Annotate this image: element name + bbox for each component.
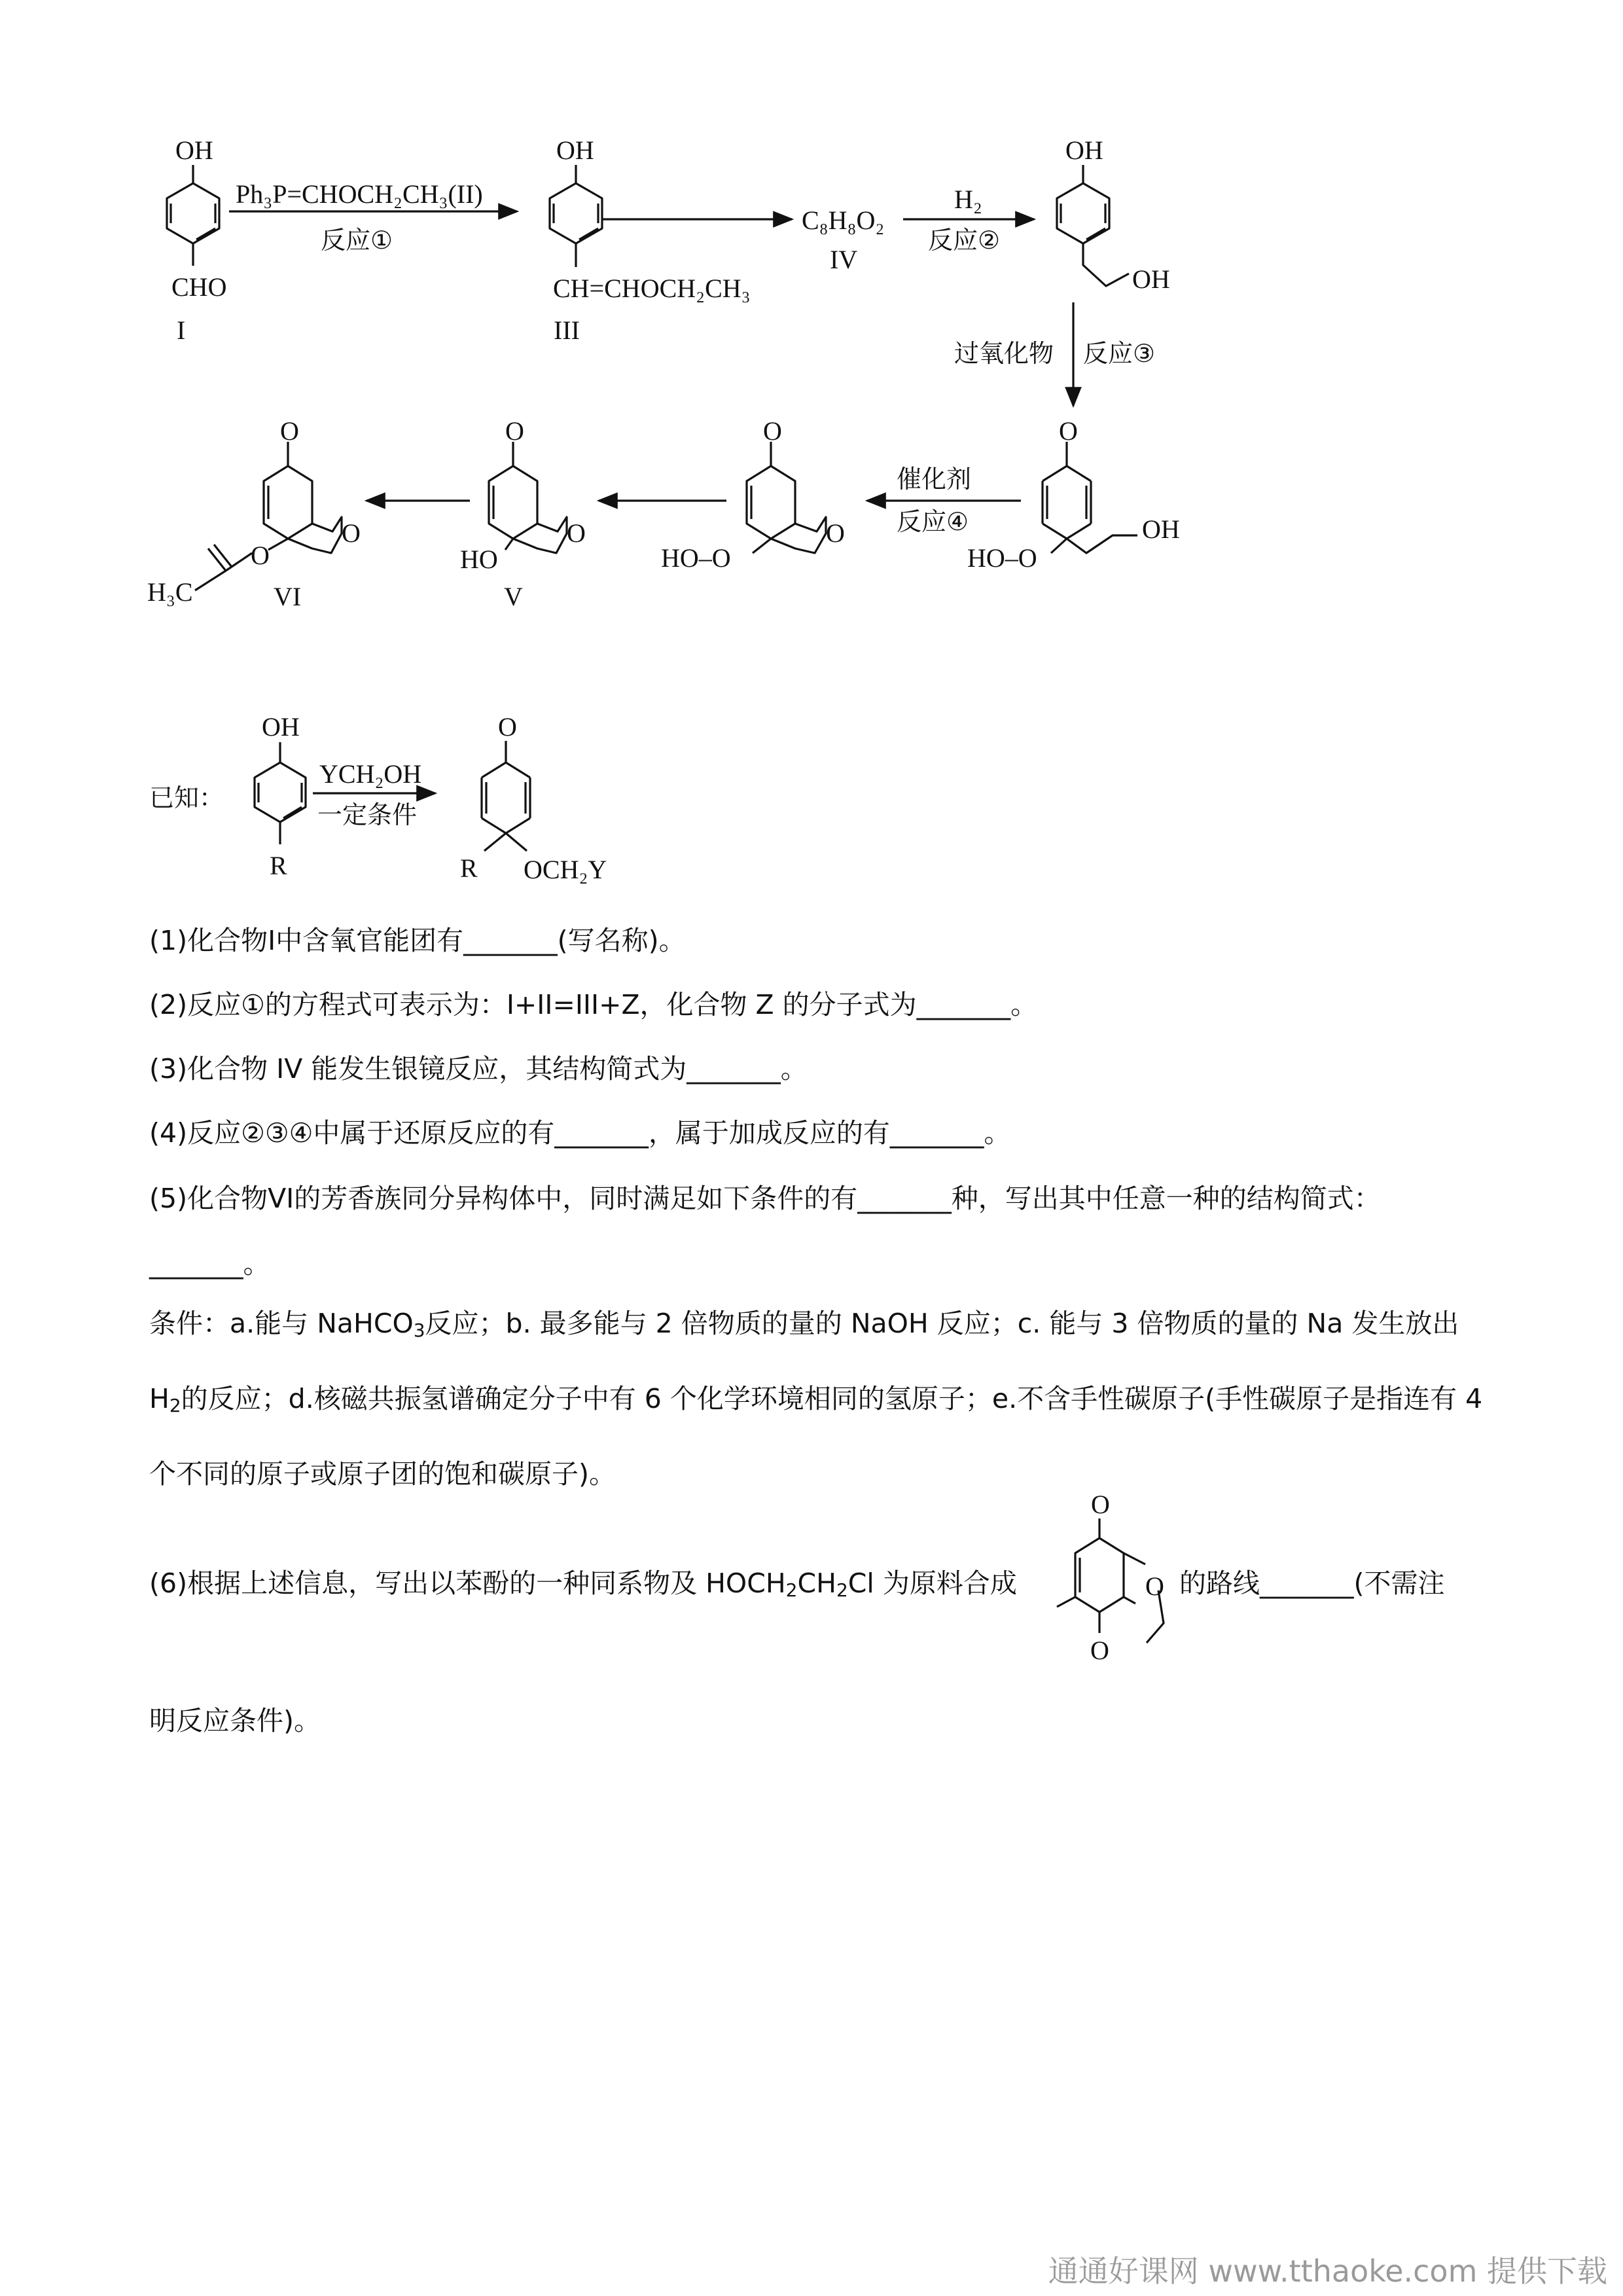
compound-VI-methyl: H₃C — [147, 577, 193, 607]
arrow-3-label: 反应③ — [1083, 339, 1156, 368]
arrow-3-reagent: 过氧化物 — [954, 339, 1054, 368]
q6-pre: (6)根据上述信息，写出以苯酚的一种同系物及 HOCH — [149, 1568, 786, 1599]
known-product-och2y: OCH₂Y — [524, 855, 607, 884]
arrow-reaction-1 — [229, 179, 517, 255]
arrow-2-label: 反应② — [928, 226, 1001, 255]
peroxide-dienone-o: O — [1059, 416, 1078, 446]
bicyclic-peroxide-hooh: HO–O — [661, 543, 731, 573]
q6-target-structure — [1057, 1490, 1164, 1665]
arrow-reaction-3 — [954, 302, 1155, 406]
arrow-2-reagent: H₂ — [954, 185, 982, 214]
peroxide-dienone-oh: OH — [1142, 514, 1180, 544]
question-6-end: 明反应条件)。 — [149, 1705, 321, 1736]
compound-I — [167, 135, 226, 345]
arrow-reaction-4 — [867, 465, 1021, 536]
compound-III-chain: CH=CHOCH₂CH₃ — [553, 274, 751, 303]
known-reactant-oh: OH — [262, 712, 300, 742]
known-condition: 一定条件 — [317, 800, 418, 829]
known-reactant-r: R — [270, 851, 287, 880]
compound-III-id: III — [554, 315, 580, 345]
compound-VI — [147, 416, 361, 611]
cond-b: 反应；b. 最多能与 2 倍物质的量的 NaOH 反应；c. 能与 3 倍物质的量的 Na 发生放出 — [425, 1308, 1459, 1339]
arrow-1-label: 反应① — [321, 226, 393, 255]
cond-a-sub: 3 — [413, 1319, 425, 1341]
compound-VI-ring-o: O — [342, 518, 361, 548]
question-5: (5)化合物VI的芳香族同分异构体中，同时满足如下条件的有_______种，写出其中任意一种的结构简式： — [149, 1183, 1381, 1214]
cond-h-sub: 2 — [169, 1395, 181, 1416]
compound-alcohol-oh-side: OH — [1132, 264, 1170, 294]
q6-target-ring-o2: O — [1090, 1636, 1109, 1665]
compound-IV-id: IV — [830, 245, 858, 274]
known-reaction — [149, 712, 607, 884]
compound-III-oh: OH — [556, 135, 594, 165]
compound-VI-id: VI — [274, 582, 302, 611]
arrow-4-reagent: 催化剂 — [897, 465, 972, 493]
question-6-after: 的路线_______(不需注 — [1179, 1568, 1445, 1599]
arrow-reaction-2 — [903, 185, 1034, 255]
q6-target-o: O — [1091, 1490, 1110, 1519]
compound-I-oh: OH — [175, 135, 213, 165]
compound-III — [550, 135, 751, 345]
known-product-o: O — [498, 712, 517, 742]
compound-VI-ester-o: O — [251, 541, 270, 570]
compound-alcohol-oh-top: OH — [1065, 135, 1103, 165]
q6-sub1: 2 — [785, 1579, 798, 1601]
question-3: (3)化合物 IV 能发生银镜反应，其结构简式为_______。 — [149, 1053, 808, 1085]
compound-peroxide-dienone — [967, 416, 1180, 573]
bicyclic-peroxide-ring-o: O — [826, 518, 845, 548]
arrow-4-label: 反应④ — [897, 507, 969, 536]
q6-mid: CH — [797, 1568, 836, 1599]
known-reagent: YCH₂OH — [319, 759, 422, 789]
compound-bicyclic-peroxide — [661, 416, 845, 573]
compound-V — [460, 416, 586, 611]
compound-IV-formula: C₈H₈O₂ — [802, 206, 885, 235]
q6-target-ring-o1: O — [1145, 1571, 1164, 1601]
question-5-blank: _______。 — [149, 1248, 270, 1280]
arrow-1-reagent: Ph₃P=CHOCH₂CH₃(II) — [236, 179, 483, 209]
cond-h: H — [149, 1383, 169, 1414]
compound-I-id: I — [177, 315, 186, 345]
peroxide-dienone-hooh: HO–O — [967, 543, 1037, 573]
question-4: (4)反应②③④中属于还原反应的有_______，属于加成反应的有_______。 — [149, 1117, 1011, 1149]
question-6 — [149, 1564, 1017, 1609]
footer-watermark: 通通好课网 www.tthaoke.com 提供下载 — [1048, 2253, 1607, 2289]
q6-post: Cl 为原料合成 — [847, 1568, 1017, 1599]
compound-IV — [802, 206, 884, 274]
cond-d: 的反应；d.核磁共振氢谱确定分子中有 6 个化学环境相同的氢原子；e.不含手性碳原子(手性碳原子是指连有 4 个不同的原子或原子团的饱和碳原子)。 — [149, 1383, 1483, 1490]
cond-a: 条件：a.能与 NaHCO — [149, 1308, 414, 1339]
compound-V-id: V — [504, 582, 523, 611]
bicyclic-peroxide-o: O — [763, 416, 782, 446]
compound-I-cho: CHO — [171, 272, 227, 302]
question-2: (2)反应①的方程式可表示为：I+II=III+Z，化合物 Z 的分子式为_______。 — [149, 989, 1038, 1020]
question-5-conditions — [149, 1289, 1484, 1508]
compound-V-o: O — [505, 416, 524, 446]
compound-alcohol — [1057, 135, 1170, 294]
q6-sub2: 2 — [836, 1579, 848, 1601]
known-label: 已知： — [149, 783, 224, 812]
known-product-r: R — [460, 853, 478, 883]
compound-VI-o: O — [280, 416, 299, 446]
compound-V-ring-o: O — [567, 518, 586, 548]
question-1: (1)化合物I中含氧官能团有_______(写名称)。 — [149, 925, 686, 956]
compound-V-ho: HO — [460, 545, 498, 574]
